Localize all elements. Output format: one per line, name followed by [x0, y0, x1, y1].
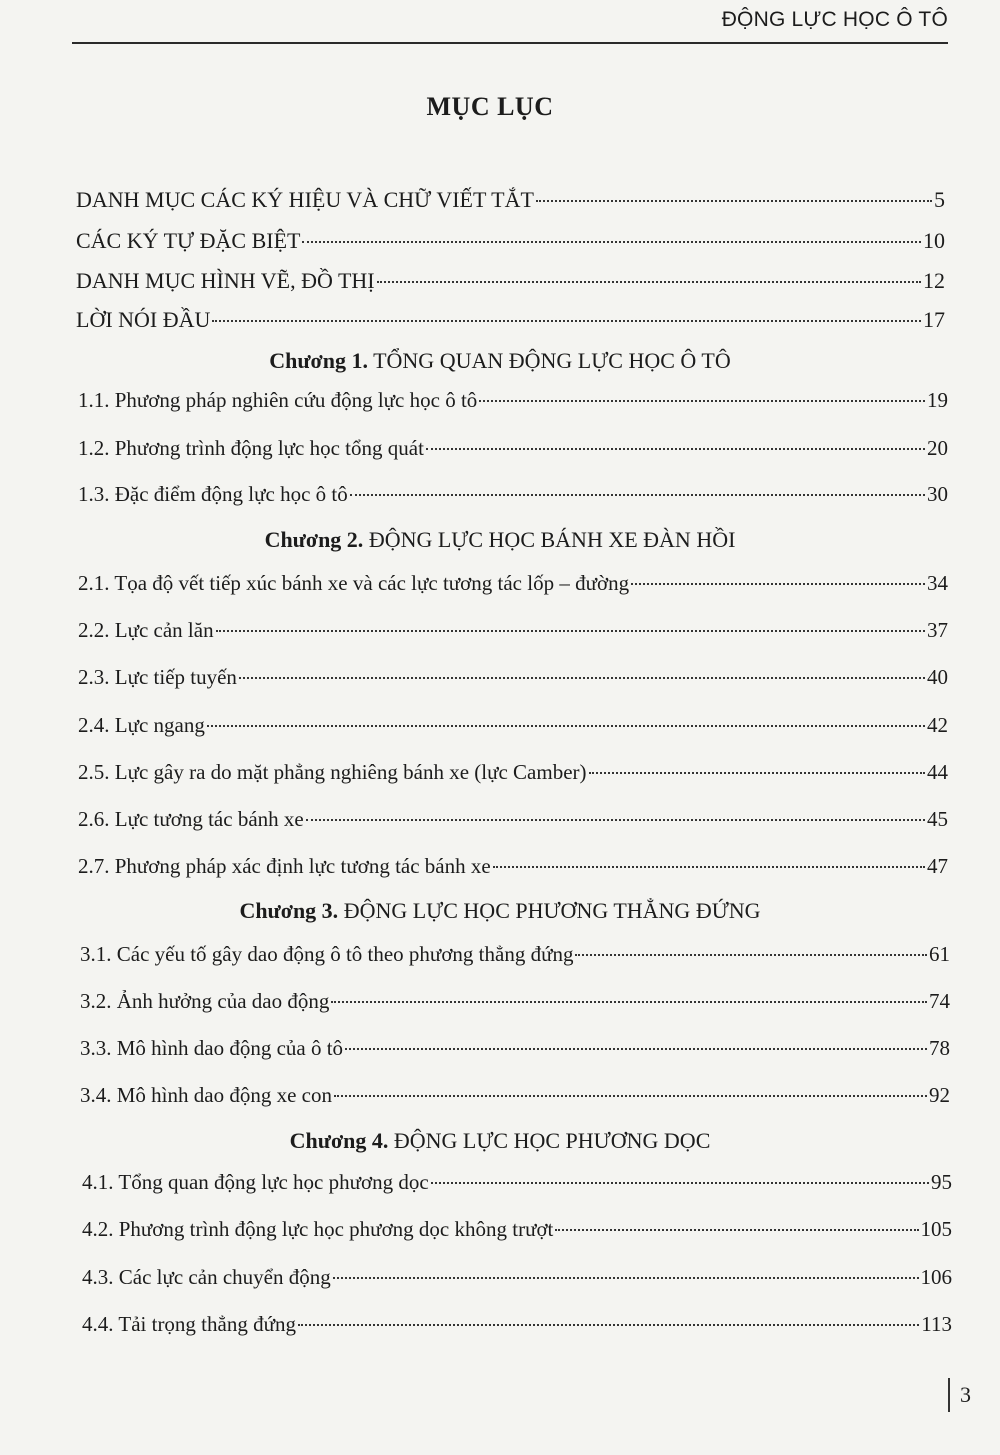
chapter-heading-3[interactable]: [0, 898, 1000, 924]
chapter-number: Chương 4.: [289, 1128, 389, 1153]
toc-entry[interactable]: [78, 482, 948, 507]
chapter-title: TỔNG QUAN ĐỘNG LỰC HỌC Ô TÔ: [373, 348, 731, 373]
dot-leader: [536, 200, 932, 202]
toc-entry-figures[interactable]: [76, 268, 945, 294]
chapter-title: ĐỘNG LỰC HỌC BÁNH XE ĐÀN HỒI: [368, 527, 736, 552]
dot-leader: [298, 1324, 919, 1326]
toc-entry-page: 19: [927, 388, 948, 412]
toc-entry[interactable]: [82, 1170, 952, 1195]
toc-entry-label: 1.1. Phương pháp nghiên cứu động lực học ô tô: [78, 388, 478, 412]
toc-entry-label: 3.1. Các yếu tố gây dao động ô tô theo phương thẳng đứng: [80, 942, 574, 966]
toc-entry[interactable]: [78, 571, 948, 596]
toc-entry-label: 3.2. Ảnh hưởng của dao động: [80, 989, 330, 1013]
dot-leader: [334, 1095, 927, 1097]
toc-entry-label: 2.7. Phương pháp xác định lực tương tác bánh xe: [78, 854, 491, 878]
toc-entry-page: 74: [929, 989, 950, 1013]
toc-entry-label: 2.3. Lực tiếp tuyến: [78, 665, 237, 689]
toc-entry-page: 113: [921, 1312, 952, 1336]
dot-leader: [493, 866, 925, 868]
chapter-title: ĐỘNG LỰC HỌC PHƯƠNG DỌC: [393, 1128, 711, 1153]
toc-entry[interactable]: [80, 942, 950, 967]
dot-leader: [331, 1001, 927, 1003]
toc-entry-page: 34: [927, 571, 948, 595]
dot-leader: [479, 400, 925, 402]
chapter-heading-2[interactable]: [0, 527, 1000, 553]
toc-entry-page: 5: [934, 187, 945, 212]
toc-entry-page: 95: [931, 1170, 952, 1194]
toc-entry[interactable]: [78, 713, 948, 738]
toc-entry-label: 3.3. Mô hình dao động của ô tô: [80, 1036, 344, 1060]
dot-leader: [306, 819, 925, 821]
toc-entry-label: 2.5. Lực gây ra do mặt phẳng nghiêng bánh xe (lực Camber): [78, 760, 587, 784]
dot-leader: [555, 1229, 918, 1231]
dot-leader: [212, 320, 921, 322]
toc-entry-label: 1.2. Phương trình động lực học tổng quát: [78, 436, 424, 460]
toc-entry-label: DANH MỤC HÌNH VẼ, ĐỒ THỊ: [76, 268, 375, 293]
dot-leader: [431, 1182, 929, 1184]
toc-entry-page: 20: [927, 436, 948, 460]
toc-entry[interactable]: [80, 1036, 950, 1061]
page-title: MỤC LỤC: [426, 92, 554, 121]
dot-leader: [350, 494, 925, 496]
toc-entry[interactable]: [78, 760, 948, 785]
dot-leader: [377, 281, 921, 283]
toc-entry-label: 4.1. Tổng quan động lực học phương dọc: [82, 1170, 429, 1194]
chapter-number: Chương 3.: [239, 898, 339, 923]
running-header: ĐỘNG LỰC HỌC Ô TÔ: [721, 8, 948, 31]
toc-entry-page: 42: [927, 713, 948, 737]
dot-leader: [426, 448, 925, 450]
toc-entry-label: 4.2. Phương trình động lực học phương dọc không trượt: [82, 1217, 554, 1241]
dot-leader: [575, 954, 927, 956]
dot-leader: [216, 630, 925, 632]
toc-entry-label: DANH MỤC CÁC KÝ HIỆU VÀ CHỮ VIẾT TẮT: [76, 187, 534, 212]
toc-entry[interactable]: [82, 1217, 952, 1242]
toc-entry-label: 4.3. Các lực cản chuyển động: [82, 1265, 331, 1289]
toc-entry-page: 92: [929, 1083, 950, 1107]
toc-entry-page: 61: [929, 942, 950, 966]
toc-entry-page: 106: [920, 1265, 952, 1289]
toc-entry-page: 40: [927, 665, 948, 689]
page-number: 3: [948, 1378, 971, 1412]
dot-leader: [239, 677, 925, 679]
toc-entry[interactable]: [78, 618, 948, 643]
toc-entry-page: 105: [920, 1217, 952, 1241]
toc-entry-page: 10: [923, 228, 945, 253]
toc-entry-label: 1.3. Đặc điểm động lực học ô tô: [78, 482, 348, 506]
toc-entry-page: 17: [923, 307, 945, 332]
toc-entry-page: 30: [927, 482, 948, 506]
toc-entry[interactable]: [78, 436, 948, 461]
dot-leader: [631, 583, 925, 585]
toc-entry-page: 12: [923, 268, 945, 293]
toc-entry-label: 3.4. Mô hình dao động xe con: [80, 1083, 332, 1107]
toc-entry-special-chars[interactable]: [76, 228, 945, 254]
toc-entry-label: 2.1. Tọa độ vết tiếp xúc bánh xe và các lực tương tác lốp – đường: [78, 571, 630, 595]
toc-entry-page: 45: [927, 807, 948, 831]
toc-entry-symbols[interactable]: [76, 187, 945, 213]
toc-entry-label: 2.4. Lực ngang: [78, 713, 205, 737]
toc-entry[interactable]: [82, 1312, 952, 1337]
chapter-number: Chương 1.: [269, 348, 368, 373]
dot-leader: [345, 1048, 927, 1050]
chapter-title: ĐỘNG LỰC HỌC PHƯƠNG THẲNG ĐỨNG: [343, 898, 761, 923]
toc-entry[interactable]: [80, 989, 950, 1014]
toc-entry-label: 4.4. Tải trọng thẳng đứng: [82, 1312, 296, 1336]
toc-entry-page: 47: [927, 854, 948, 878]
toc-entry[interactable]: [78, 388, 948, 413]
dot-leader: [589, 772, 925, 774]
toc-entry[interactable]: [80, 1083, 950, 1108]
toc-entry-page: 78: [929, 1036, 950, 1060]
chapter-heading-1[interactable]: [0, 348, 1000, 374]
chapter-heading-4[interactable]: [0, 1128, 1000, 1154]
chapter-number: Chương 2.: [264, 527, 364, 552]
toc-entry-page: 44: [927, 760, 948, 784]
toc-entry[interactable]: [78, 665, 948, 690]
toc-entry-page: 37: [927, 618, 948, 642]
toc-entry[interactable]: [82, 1265, 952, 1290]
dot-leader: [207, 725, 925, 727]
toc-entry-label: 2.2. Lực cản lăn: [78, 618, 214, 642]
toc-entry-label: LỜI NÓI ĐẦU: [76, 307, 211, 332]
toc-entry-label: 2.6. Lực tương tác bánh xe: [78, 807, 304, 831]
toc-entry-label: CÁC KÝ TỰ ĐẶC BIỆT: [76, 228, 301, 253]
dot-leader: [333, 1277, 919, 1279]
toc-entry[interactable]: [78, 807, 948, 832]
toc-entry-preface[interactable]: [76, 307, 945, 333]
dot-leader: [302, 241, 921, 243]
toc-entry[interactable]: [78, 854, 948, 879]
